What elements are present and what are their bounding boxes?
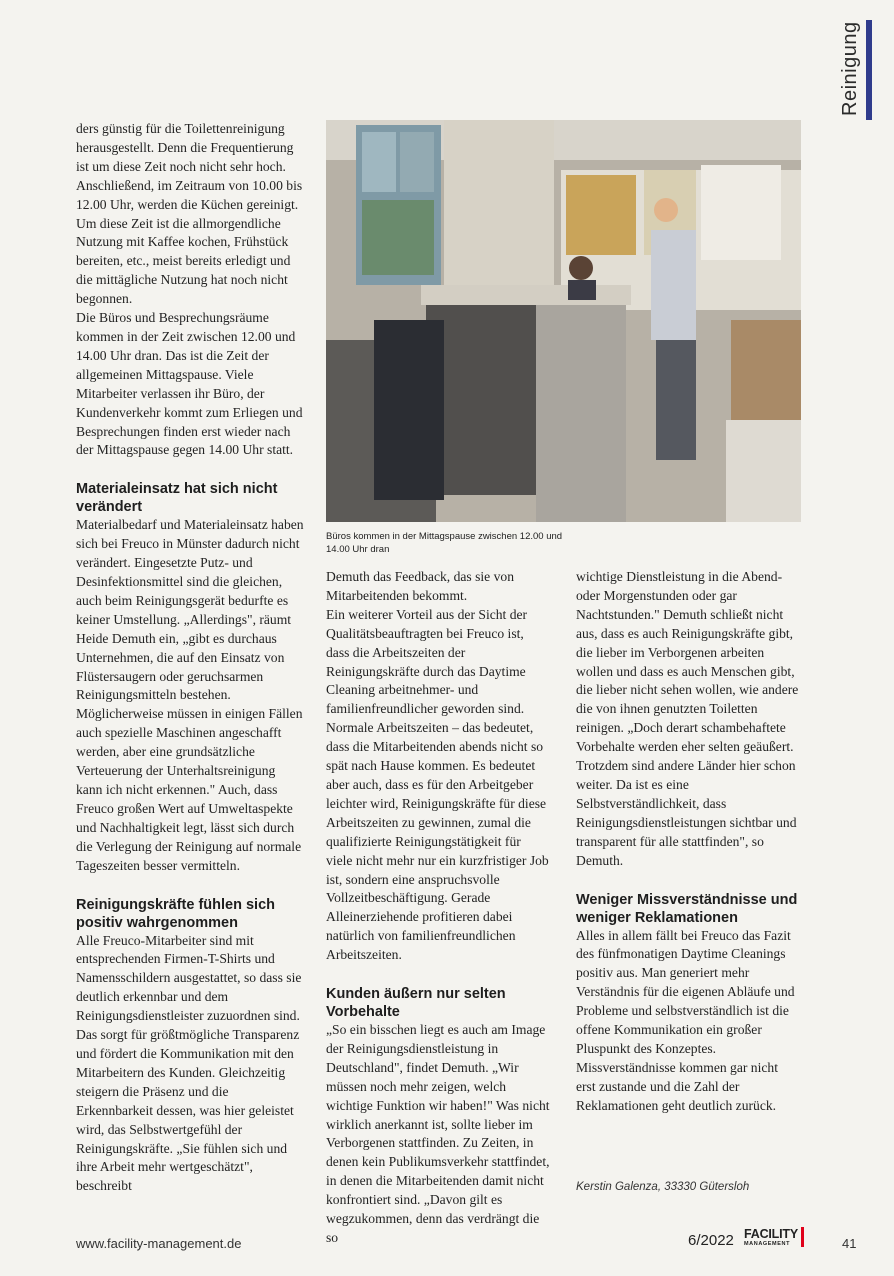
photo-caption: Büros kommen in der Mittagspause zwischen 12.00 und 14.00 Uhr dran (326, 531, 563, 555)
article-column-2 (326, 568, 550, 1248)
footer-url: www.facility-management.de (76, 1236, 242, 1251)
section-heading: Kunden äußern nur selten Vorbehalte (326, 986, 506, 1021)
paragraph: wichtige Dienstleistung in die Abend- oder Morgenstunden oder gar Nachtstunden." Demuth schließt nicht aus, dass es auch Reinigungskräfte gibt, die lieber im Verborgenen arbeiten wollen und dass es auch Menschen gibt, die lieber nicht sehen wollen, wie andere die von ihnen genutzten Toiletten reinigen. „Doch derart schambehaftete Vorbehalte werden eher selten geäußert. Trotzdem sind andere Länder hier schon weiter. Da ist es eine Selbstverständlichkeit, dass Reinigungsdienstleistungen sichtbar und transparent für alle stattfinden", so Demuth. (576, 569, 799, 868)
paragraph: Demuth das Feedback, das sie von Mitarbeitenden bekommt. (326, 569, 515, 603)
section-heading: Reinigungskräfte fühlen sich positiv wahrgenommen (76, 896, 275, 931)
page-number: 41 (842, 1236, 857, 1251)
article-column-1 (76, 120, 304, 1196)
magazine-logo (744, 1227, 808, 1249)
logo-red-bar (801, 1227, 804, 1247)
issue-number: 6/2022 (688, 1232, 734, 1249)
paragraph: Alles in allem fällt bei Freuco das Fazit des fünfmonatigen Daytime Cleanings positiv aus. Man generiert mehr Verständnis für die eigenen Abläufe und Probleme und selbstverständlich ist die offene Kommunikation ein großer Pluspunkt des Konzeptes. Missverständnisse kommen gar nicht erst zustande und die Zahl der Reklamationen geht deutlich zurück. (576, 927, 795, 1113)
article-column-3 (576, 568, 800, 1116)
paragraph: Die Büros und Besprechungsräume kommen in der Zeit zwischen 12.00 und 14.00 Uhr dran. Das ist die Zeit der allgemeinen Mittagspause. Viele Mitarbeiter verlassen ihr Büro, der Kundenverkehr kommt zum Erliegen und Besprechungen finden erst wieder nach der Mittagspause gegen 14.00 Uhr statt. (76, 310, 303, 458)
office-photo-illustration (326, 120, 801, 522)
logo-line-2: MANAGEMENT (744, 1241, 791, 1247)
section-tab-label: Reinigung (839, 21, 861, 116)
section-heading: Materialeinsatz hat sich nicht verändert (76, 481, 278, 516)
paragraph: Ein weiterer Vorteil aus der Sicht der Qualitätsbeauftragten bei Freuco ist, dass die Arbeitszeiten der Reinigungskräfte durch das Daytime Cleaning arbeitnehmer- und familienfreundlicher geworden sind. Normale Arbeitszeiten – das bedeutet, dass die Mitarbeitenden abends nicht so spät nach Hause kommen. Es bedeutet aber auch, dass es für den Arbeitgeber leichter wird, Reinigungskräfte für diese Arbeitszeiten zu gewinnen, zumal die qualifizierte Reinigungstätigkeit für viele nicht mehr nur ein kurzfristiger Job ist, sondern eine anspruchsvolle Vollzeitbeschäftigung. Gerade Alleinerziehende profitieren dabei natürlich von familienfreundlichen Arbeitszeiten. (326, 606, 549, 963)
office-photo (326, 120, 801, 522)
paragraph: „So ein bisschen liegt es auch am Image der Reinigungsdienstleistung in Deutschland", findet Demuth. „Wir müssen noch mehr zeigen, welch wichtige Funktion wir haben!" Was nicht wirklich anerkannt ist, sollte lieber im Verborgenen stattfinden. Zu Zeiten, in denen kein Publikumsverkehr stattfindet, in denen die Mitarbeitenden damit nicht konfrontiert sind. „Davon gilt es wegzukommen, denn das verdrängt die so (326, 1022, 550, 1245)
paragraph: Materialbedarf und Materialeinsatz haben sich bei Freuco in Münster dadurch nicht verändert. Eingesetzte Putz- und Desinfektionsmittel sind die gleichen, auch beim Reinigungsgerät bedurfte es keiner Umstellung. „Allerdings", räumt Heide Demuth ein, „gibt es durchaus Unternehmen, die auf den Einsatz von Flüstersaugern oder geruchsarmen Reinigungsmitteln bestehen. Möglicherweise müssen in einigen Fällen auch spezielle Maschinen angeschafft werden, aber eine grundsätzliche Verteuerung der Unterhaltsreinigung kann ich nicht erkennen." Auch, dass Freuco großen Wert auf Umweltaspekte und Nachhaltigkeit legt, lässt sich durch die Verlegung der Reinigung auf normale Tageszeiten besser vermitteln. (76, 517, 304, 873)
paragraph: ders günstig für die Toilettenreinigung herausgestellt. Denn die Frequentierung ist um diese Zeit noch nicht sehr hoch. Anschließend, im Zeitraum von 10.00 bis 12.00 Uhr, werden die Küchen gereinigt. Um diese Zeit ist die allmorgendliche Nutzung mit Kaffee kochen, Frühstück bereiten, etc., meist bereits erledigt und die mittägliche Nutzung hat noch nicht begonnen. (76, 121, 303, 307)
section-tab (836, 20, 872, 120)
logo-line-1: FACILITY (744, 1227, 798, 1241)
paragraph: Alle Freuco-Mitarbeiter sind mit entsprechenden Firmen-T-Shirts und Namensschildern ausgestattet, so dass sie deutlich erkennbar und dem Reinigungsdienstleister zuzuordnen sind. Das sorgt für größtmögliche Transparenz und fördert die Kommunikation mit den Mitarbeitern des Kunden. Gleichzeitig steigern die Präsenz und die Erkennbarkeit dessen, was hier geleistet wird, das Selbstwertgefühl der Reinigungskräfte. „Sie fühlen sich und ihre Arbeit mehr wertgeschätzt", beschreibt (76, 932, 302, 1194)
author-signature: Kerstin Galenza, 33330 Gütersloh (576, 1181, 750, 1193)
section-heading: Weniger Missverständnisse und weniger Reklamationen (576, 891, 798, 926)
